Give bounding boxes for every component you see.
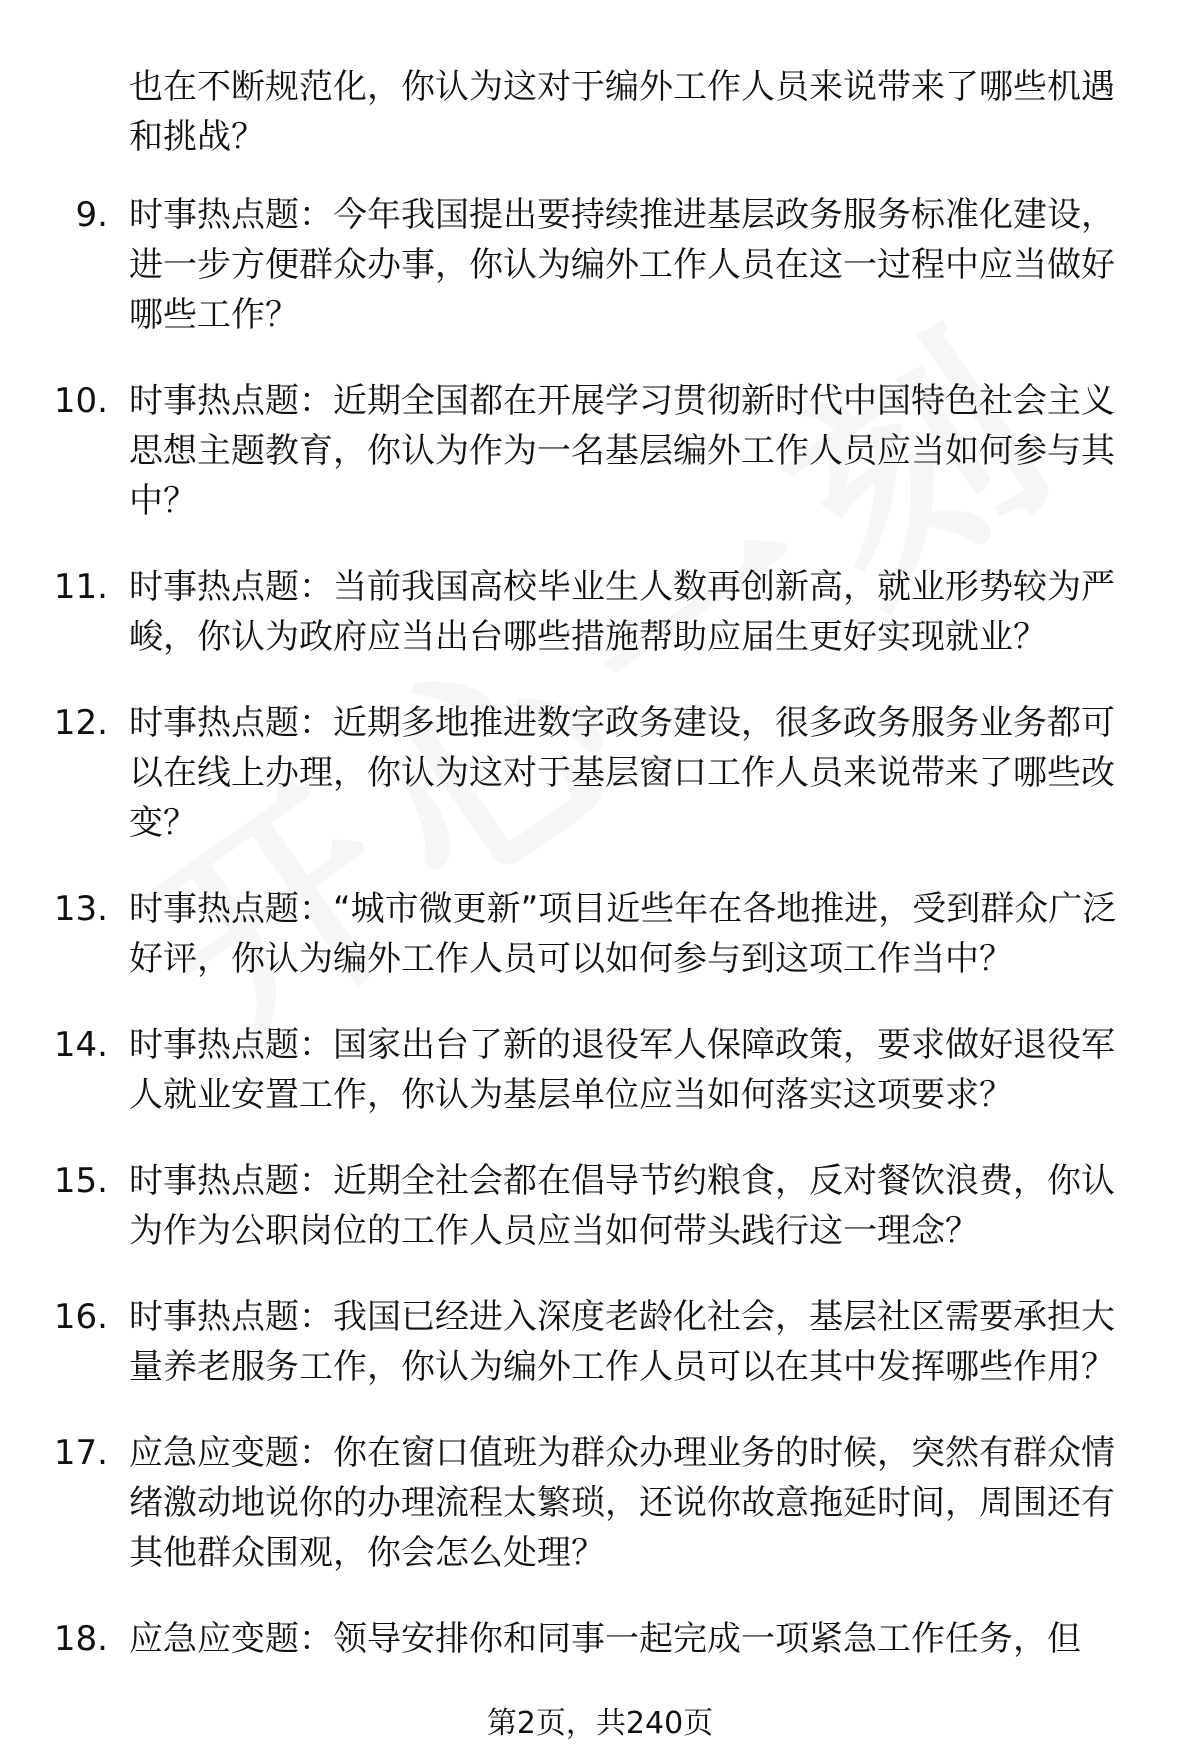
question-item [0, 698, 1200, 848]
question-text: 时事热点题：“城市微更新”项目近些年在各地推进，受到群众广泛好评，你认为编外工作人员可以如何参与到这项工作当中？ [129, 889, 1117, 979]
question-number: 9. [75, 195, 108, 235]
question-number: 10. [53, 381, 108, 421]
question-item [0, 1020, 1200, 1120]
question-text: 时事热点题：今年我国提出要持续推进基层政务服务标准化建设，进一步方便群众办事，你认为编外工作人员在这一过程中应当做好哪些工作？ [129, 195, 1115, 335]
question-text: 时事热点题：我国已经进入深度老龄化社会，基层社区需要承担大量养老服务工作，你认为编外工作人员可以在其中发挥哪些作用？ [129, 1297, 1115, 1387]
question-number: 11. [53, 567, 108, 607]
question-text: 应急应变题：领导安排你和同事一起完成一项紧急工作任务，但 [129, 1619, 1081, 1659]
question-text: 应急应变题：你在窗口值班为群众办理业务的时候，突然有群众情绪激动地说你的办理流程太繁琐，还说你故意拖延时间，周围还有其他群众围观，你会怎么处理？ [129, 1433, 1115, 1573]
question-number: 12. [53, 703, 108, 743]
question-item [0, 1292, 1200, 1392]
question-text: 时事热点题：近期全国都在开展学习贯彻新时代中国特色社会主义思想主题教育，你认为作为一名基层编外工作人员应当如何参与其中？ [129, 381, 1115, 521]
question-number: 16. [53, 1297, 108, 1337]
page-footer: 第2页，共240页 [486, 1706, 714, 1741]
continuation-paragraph: 也在不断规范化，你认为这对于编外工作人员来说带来了哪些机遇和挑战？ [129, 67, 1115, 157]
question-list [0, 190, 1200, 1700]
question-number: 15. [53, 1161, 108, 1201]
question-item [0, 190, 1200, 340]
question-number: 17. [53, 1433, 108, 1473]
question-item [0, 1428, 1200, 1578]
question-item [0, 1156, 1200, 1256]
question-text: 时事热点题：近期全社会都在倡导节约粮食，反对餐饮浪费，你认为作为公职岗位的工作人员应当如何带头践行这一理念？ [129, 1161, 1115, 1251]
question-number: 18. [53, 1619, 108, 1659]
question-number: 13. [53, 889, 108, 929]
question-item [0, 376, 1200, 526]
question-text: 时事热点题：国家出台了新的退役军人保障政策，要求做好退役军人就业安置工作，你认为基层单位应当如何落实这项要求？ [129, 1025, 1115, 1115]
question-item [0, 1614, 1200, 1664]
question-item [0, 884, 1200, 984]
question-text: 时事热点题：近期多地推进数字政务建设，很多政务服务业务都可以在线上办理，你认为这对于基层窗口工作人员来说带来了哪些改变？ [129, 703, 1115, 843]
question-item [0, 562, 1200, 662]
question-number: 14. [53, 1025, 108, 1065]
question-text: 时事热点题：当前我国高校毕业生人数再创新高，就业形势较为严峻，你认为政府应当出台哪些措施帮助应届生更好实现就业？ [129, 567, 1115, 657]
